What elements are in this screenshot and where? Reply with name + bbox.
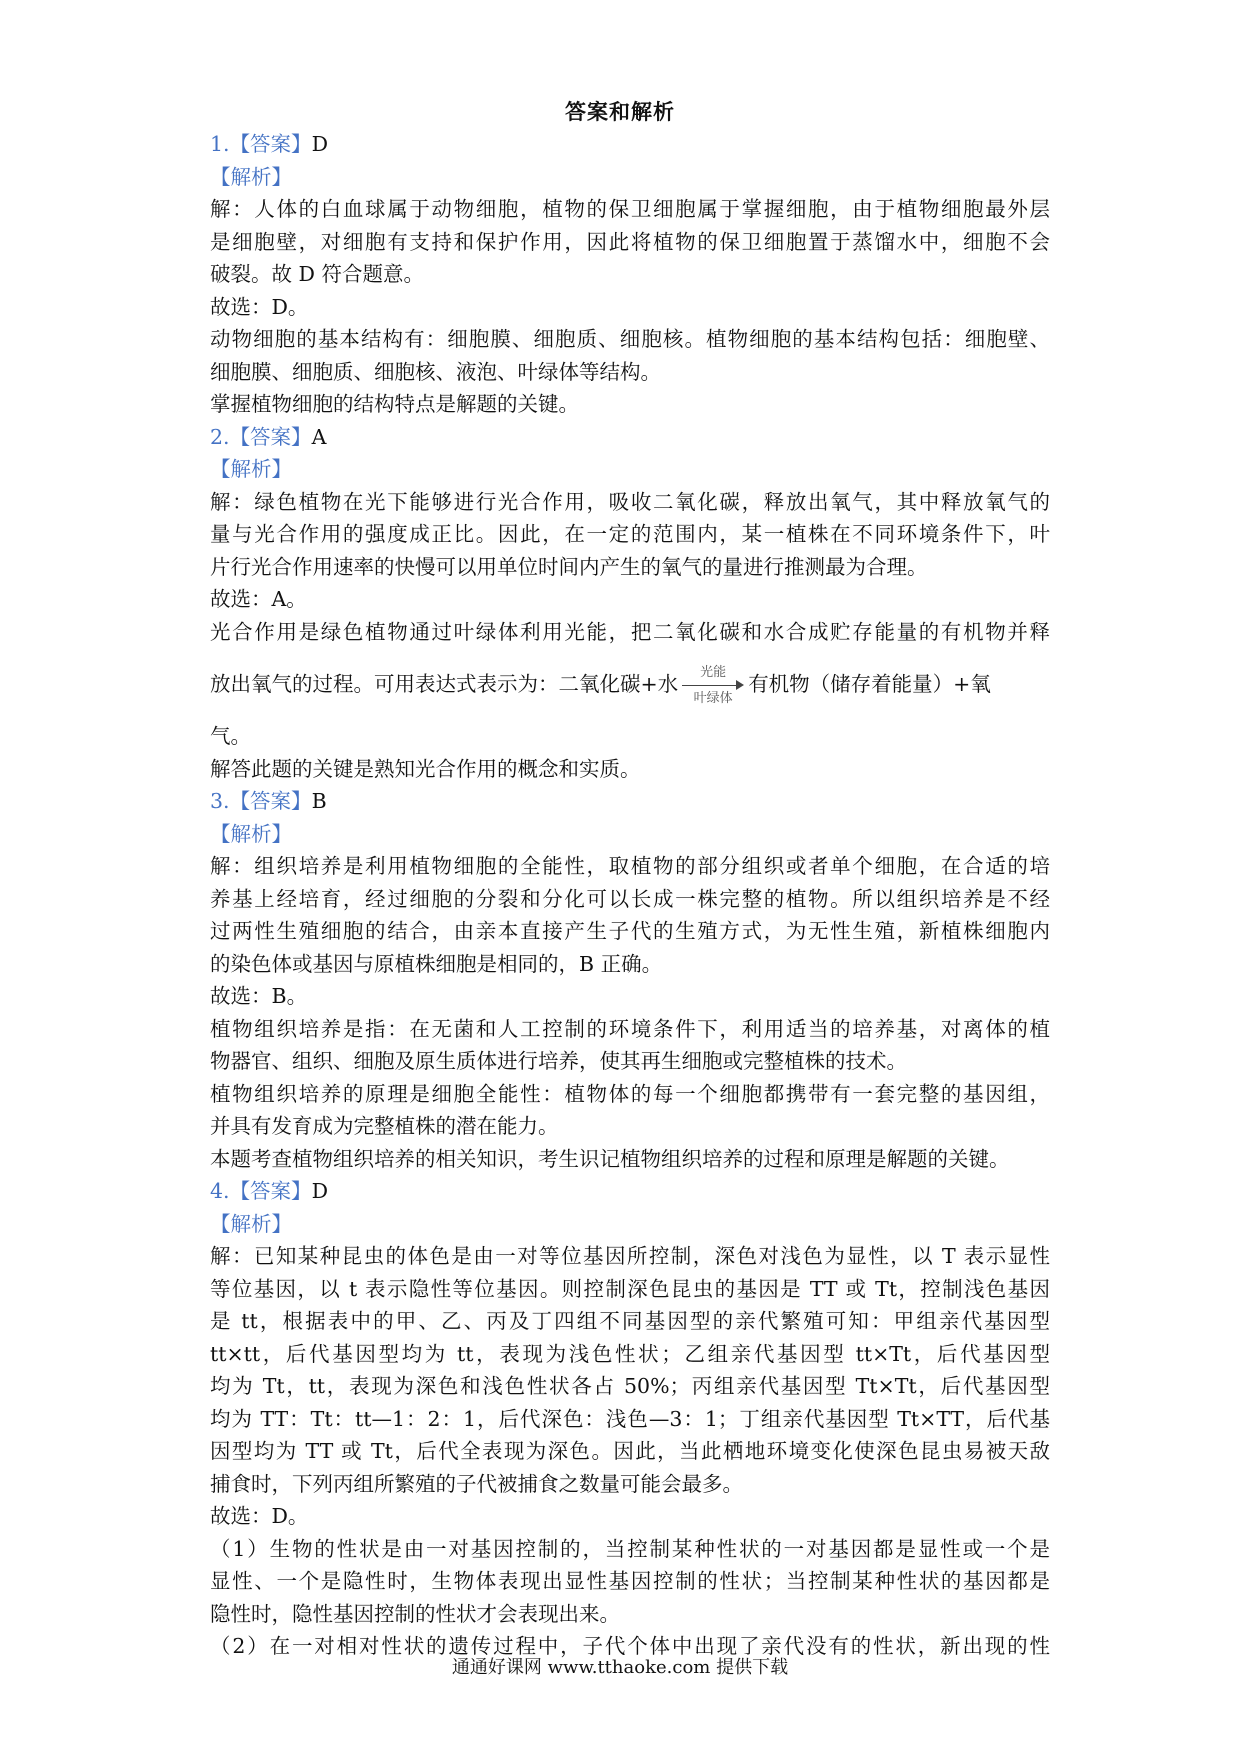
q3-answer-tag: 【答案】 <box>229 789 312 813</box>
q1-line: 细胞膜、细胞质、细胞核、液泡、叶绿体等结构。 <box>210 359 661 384</box>
q2-answer-line <box>210 421 1050 454</box>
q1-answer: D <box>311 132 328 156</box>
q3-number: 3. <box>210 789 230 813</box>
q4-line: tt×tt，后代基因型均为 tt，表现为浅色性状；乙组亲代基因型 tt×Tt，后代基因型 <box>210 1341 1050 1366</box>
q2-line: 片行光合作用速率的快慢可以用单位时间内产生的氧气的量进行推测最为合理。 <box>210 554 928 579</box>
q4-analysis-tag: 【解析】 <box>210 1211 292 1236</box>
q4-line: 解：已知某种昆虫的体色是由一对等位基因所控制，深色对浅色为显性，以 T 表示显性 <box>210 1244 1050 1268</box>
page-footer: 通通好课网 www.tthaoke.com 提供下载 <box>451 1657 789 1678</box>
q4-answer: D <box>311 1179 328 1203</box>
q1-answer-tag: 【答案】 <box>229 132 312 156</box>
q2-line: 量与光合作用的强度成正比。因此，在一定的范围内，某一植株在不同环境条件下，叶 <box>210 522 1050 546</box>
q2-line: 光合作用是绿色植物通过叶绿体利用光能，把二氧化碳和水合成贮存能量的有机物并释 <box>210 619 1050 644</box>
q4-line: 捕食时，下列丙组所繁殖的子代被捕食之数量可能会最多。 <box>210 1471 743 1496</box>
q4-line: 显性、一个是隐性时，生物体表现出显性基因控制的性状；当控制某种性状的基因都是 <box>210 1569 1050 1593</box>
q3-line: 并具有发育成为完整植株的潜在能力。 <box>210 1114 559 1138</box>
q2-answer-tag: 【答案】 <box>229 424 312 449</box>
q1-line: 故选：D。 <box>210 294 309 319</box>
q1-line: 是细胞壁，对细胞有支持和保护作用，因此将植物的保卫细胞置于蒸馏水中，细胞不会 <box>210 229 1050 254</box>
q1-line: 解：人体的白血球属于动物细胞，植物的保卫细胞属于掌握细胞，由于植物细胞最外层 <box>210 197 1050 221</box>
formula-after: 有机物（储存着能量）+氧 <box>748 672 991 696</box>
arrow-shaft <box>682 685 738 686</box>
q2-analysis-tag: 【解析】 <box>210 457 292 481</box>
q4-line: 故选：D。 <box>210 1504 309 1528</box>
q4-line: 隐性时，隐性基因控制的性状才会表现出来。 <box>210 1601 620 1626</box>
q3-line: 本题考查植物组织培养的相关知识，考生识记植物组织培养的过程和原理是解题的关键。 <box>210 1146 1010 1171</box>
q3-answer-line <box>210 785 1050 818</box>
q2-line: 解：绿色植物在光下能够进行光合作用，吸收二氧化碳，释放出氧气，其中释放氧气的 <box>210 489 1050 514</box>
arrow-condition-top: 光能 <box>700 664 727 680</box>
arrow-head-icon <box>736 680 744 690</box>
page-title: 答案和解析 <box>565 99 675 124</box>
q2-line: 故选：A。 <box>210 587 307 611</box>
photosynthesis-formula <box>210 654 1050 714</box>
q1-answer-line <box>210 128 1050 161</box>
formula-before: 放出氧气的过程。可用表达式表示为：二氧化碳+水 <box>210 672 679 696</box>
q2-number: 2. <box>210 424 230 449</box>
q1-line: 破裂。故 D 符合题意。 <box>210 262 424 286</box>
q3-line: 故选：B。 <box>210 984 308 1008</box>
q1-analysis-tag: 【解析】 <box>210 164 292 189</box>
q4-number: 4. <box>210 1179 230 1203</box>
q2-line: 解答此题的关键是熟知光合作用的概念和实质。 <box>210 756 641 781</box>
q3-line: 物器官、组织、细胞及原生质体进行培养，使其再生细胞或完整植株的技术。 <box>210 1049 907 1073</box>
q3-line: 过两性生殖细胞的结合，由亲本直接产生子代的生殖方式，为无性生殖，新植株细胞内 <box>210 919 1050 943</box>
q3-analysis-tag: 【解析】 <box>210 821 292 846</box>
q1-line: 掌握植物细胞的结构特点是解题的关键。 <box>210 392 579 416</box>
q1-number: 1. <box>210 132 230 156</box>
q3-line: 养基上经培育，经过细胞的分裂和分化可以长成一株完整的植物。所以组织培养是不经 <box>210 886 1050 911</box>
arrow-condition-bottom: 叶绿体 <box>693 690 733 706</box>
q3-line: 植物组织培养是指：在无菌和人工控制的环境条件下，利用适当的培养基，对离体的植 <box>210 1016 1050 1041</box>
q4-line: 是 tt，根据表中的甲、乙、丙及丁四组不同基因型的亲代繁殖可知：甲组亲代基因型 <box>210 1309 1050 1333</box>
q4-line: 等位基因，以 t 表示隐性等位基因。则控制深色昆虫的基因是 TT 或 Tt，控制浅色基因 <box>210 1276 1050 1301</box>
q4-answer-line <box>210 1175 1050 1208</box>
q4-line: （1）生物的性状是由一对基因控制的，当控制某种性状的一对基因都是显性或一个是 <box>210 1536 1050 1561</box>
reaction-arrow <box>682 666 744 706</box>
q4-answer-tag: 【答案】 <box>229 1179 312 1203</box>
q1-line: 动物细胞的基本结构有：细胞膜、细胞质、细胞核。植物细胞的基本结构包括：细胞壁、 <box>210 327 1050 351</box>
q2-answer: A <box>311 424 327 449</box>
q4-line: 均为 TT：Tt：tt—1：2：1，后代深色：浅色—3：1；丁组亲代基因型 Tt×TT，后代基 <box>210 1406 1050 1431</box>
q2-line: 气。 <box>210 724 251 748</box>
answer-content <box>210 128 1050 1663</box>
q3-answer: B <box>311 789 327 813</box>
q4-line: 因型均为 TT 或 Tt，后代全表现为深色。因此，当此栖地环境变化使深色昆虫易被天敌 <box>210 1439 1050 1463</box>
q4-line: 均为 Tt，tt，表现为深色和浅色性状各占 50%；丙组亲代基因型 Tt×Tt，后代基因型 <box>210 1374 1050 1398</box>
q4-line: （2）在一对相对性状的遗传过程中，子代个体中出现了亲代没有的性状，新出现的性 <box>210 1634 1050 1658</box>
q3-line: 的染色体或基因与原植株细胞是相同的，B 正确。 <box>210 951 663 976</box>
q3-line: 植物组织培养的原理是细胞全能性：植物体的每一个细胞都携带有一套完整的基因组， <box>210 1081 1050 1106</box>
q3-line: 解：组织培养是利用植物细胞的全能性，取植物的部分组织或者单个细胞，在合适的培 <box>210 854 1050 878</box>
